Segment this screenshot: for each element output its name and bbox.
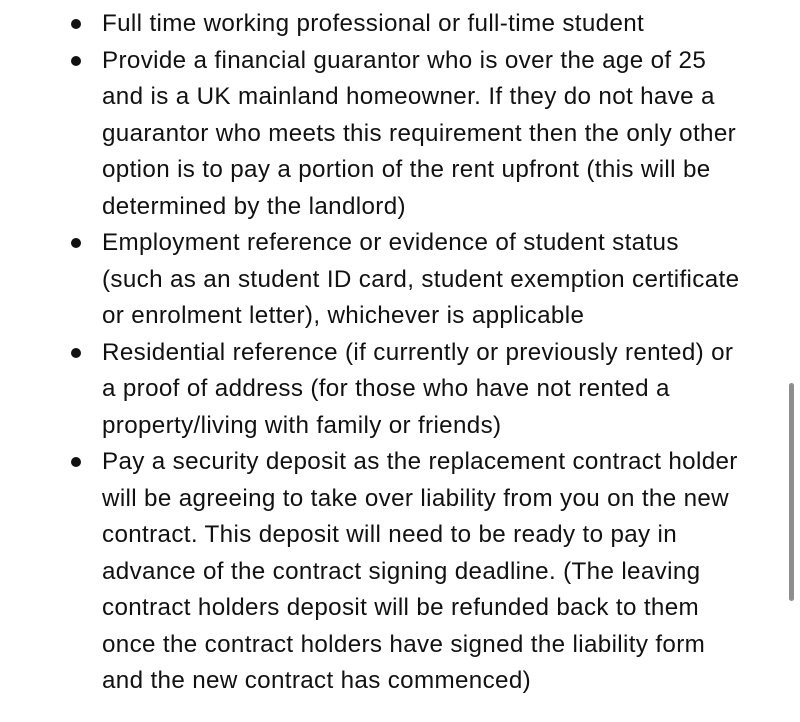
bullet-icon [71,19,81,29]
list-item-text-line: Full time working professional or full-time student [102,10,645,37]
list-item-text-line: Provide a financial guarantor who is over the age of 25 [102,46,707,74]
list-item-text-line: and the new contract has commenced) [102,667,532,694]
list-item-text-line: option is to pay a portion of the rent upfront (this will be [102,156,711,183]
list-item-text-line: Employment reference or evidence of student status [102,229,679,256]
bullet-icon [71,238,81,248]
list-item-text-line: (such as an student ID card, student exemption certificate [102,265,740,293]
list-item-full-time-status [0,6,772,43]
list-item-text-line: determined by the landlord) [102,192,406,220]
list-item-text-line: contract. This deposit will need to be ready to pay in [102,521,678,548]
bullet-icon [71,457,81,467]
list-item-residential-reference [0,335,772,445]
requirements-list [0,6,800,700]
list-item-security-deposit [0,444,772,700]
list-item-text-line: and is a UK mainland homeowner. If they do not have a [102,83,715,110]
list-item-text-line: or enrolment letter), whichever is applicable [102,302,585,329]
list-item-text-line: will be agreeing to take over liability from you on the new [102,484,730,512]
list-item-text-line: Residential reference (if currently or previously rented) or [102,338,734,366]
bullet-icon [71,348,81,358]
vertical-scrollbar[interactable] [789,383,794,601]
list-item-text-line: advance of the contract signing deadline. (The leaving [102,557,701,585]
bullet-icon [71,56,81,66]
list-item-financial-guarantor [0,43,772,226]
list-item-employment-reference [0,225,772,335]
list-item-text-line: Pay a security deposit as the replacement contract holder [102,448,738,475]
list-item-text-line: once the contract holders have signed the liability form [102,630,706,658]
list-item-text-line: a proof of address (for those who have not rented a [102,375,670,402]
list-item-text-line: contract holders deposit will be refunded back to them [102,594,700,621]
list-item-text-line: guarantor who meets this requirement then the only other [102,119,737,147]
list-item-text-line: property/living with family or friends) [102,411,502,439]
